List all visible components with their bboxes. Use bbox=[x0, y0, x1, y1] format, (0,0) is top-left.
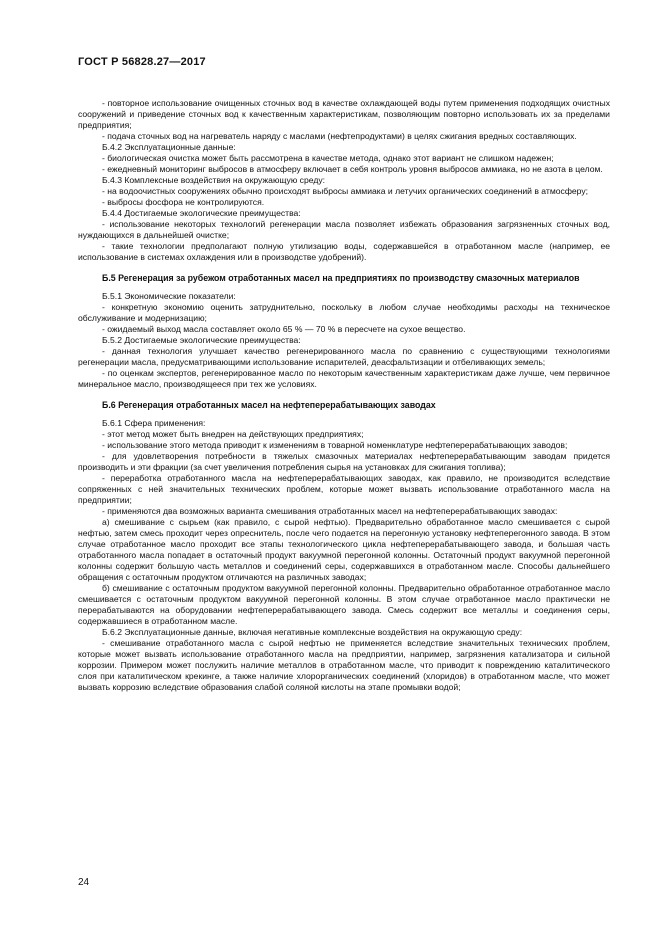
paragraph: - данная технология улучшает качество регенерированного масла по сравнению с существующими технологиями регенерации масла, предусматривающими использование испарителей, деасфальтизации и отбеливающих земель; bbox=[78, 346, 610, 367]
page-number: 24 bbox=[78, 877, 90, 888]
paragraph: - конкретную экономию оценить затруднительно, поскольку в любом случае необходимы расходы на техническое обслуживание и модернизацию; bbox=[78, 302, 610, 323]
paragraph: - переработка отработанного масла на нефтеперерабатывающих заводах, как правило, не производится вследствие сопряженных с ней значительных технических проблем, которые может вызвать использование отработанного масла на предприятии; bbox=[78, 473, 610, 505]
paragraph: - этот метод может быть внедрен на действующих предприятиях; bbox=[102, 429, 364, 439]
paragraph: б) смешивание с остаточным продуктом вакуумной перегонной колонны. Предварительно обработанное отработанное масло смешивается с остаточным продуктом вакуумной перегонной колонны. В этом случае отработанное масло практически не перерабатываются на оборудовании нефтеперерабатывающего завода. Смесь содержит все металлы и соединения серы, содержавшиеся в отработанном масле. bbox=[78, 583, 610, 626]
paragraph: - повторное использование очищенных сточных вод в качестве охлаждающей воды путем применения подходящих очистных сооружений и приведение сточных вод к качественным характеристикам, позволяющим повторно использовать их за пределами предприятия; bbox=[78, 98, 610, 130]
paragraph: а) смешивание с сырьем (как правило, с сырой нефтью). Предварительно обработанное масло смешивается с сырой нефтью, затем смесь проходит через опреснитель, после чего подается на перегонную установку нефтеперегонного завода. В этом случае отработанное масло проходит все этапы технологического цикла нефтеперерабатывающего завода, и большая часть отработанного масла попадает в остаточный продукт вакуумной перегонной колонны. Остаточный продукт вакуумной перегонной колонны содержит большую часть металлов и соединений серы, содержавшихся в отработанном масле. Способы дальнейшего обращения с остаточным продуктом отличаются на различных заводах; bbox=[78, 517, 610, 582]
paragraph: - ожидаемый выход масла составляет около 65 % — 70 % в пересчете на сухое вещество. bbox=[102, 324, 466, 334]
paragraph: Б.6.1 Сфера применения: bbox=[102, 418, 206, 428]
paragraph: - для удовлетворения потребности в тяжелых смазочных материалах нефтеперерабатывающим заводам придется производить и эти фракции (за счет увеличения потребления сырья на установках для сжигания топлива); bbox=[78, 451, 610, 472]
paragraph: Б.4.2 Эксплуатационные данные: bbox=[102, 142, 236, 152]
paragraph: - применяются два возможных варианта смешивания отработанных масел на нефтеперерабатывающих заводах: bbox=[102, 506, 558, 516]
paragraph: - ежедневный мониторинг выбросов в атмосферу включает в себя контроль уровня выбросов аммиака, но не азота в целом. bbox=[102, 164, 603, 174]
paragraph: - подача сточных вод на нагреватель наряду с маслами (нефтепродуктами) в целях сжигания вредных составляющих. bbox=[102, 131, 577, 141]
section-heading: Б.5 Регенерация за рубежом отработанных масел на предприятиях по производству смазочных материалов bbox=[102, 273, 580, 283]
paragraph: Б.4.3 Комплексные воздействия на окружающую среду: bbox=[102, 175, 326, 185]
paragraph: Б.5.1 Экономические показатели: bbox=[102, 291, 236, 301]
paragraph: - биологическая очистка может быть рассмотрена в качестве метода, однако этот вариант не слишком надежен; bbox=[102, 153, 554, 163]
paragraph: - на водоочистных сооружениях обычно происходят выбросы аммиака и летучих органических соединений в атмосферу; bbox=[102, 186, 589, 196]
paragraph: Б.5.2 Достигаемые экологические преимущества: bbox=[102, 335, 301, 345]
paragraph: - использование этого метода приводит к изменениям в товарной номенклатуре нефтеперерабатывающих заводов; bbox=[102, 440, 568, 450]
paragraph: - смешивание отработанного масла с сырой нефтью не применяется вследствие значительных технических проблем, которые может вызвать использование отработанного масла на предприятии, например, загрязнения катализатора и сильной коррозии. Примером может послужить наличие металлов в отработанном масле, что приводит к повреждению каталитического слоя при каталитическом крекинге, а также наличие хлорорганических соединений (хлоридов) в отработанном масле, что может вызвать коррозию вследствие образования слабой соляной кислоты на этапе промывки водой; bbox=[78, 638, 610, 692]
paragraph: Б.6.2 Эксплуатационные данные, включая негативные комплексные воздействия на окружающую среду: bbox=[102, 627, 523, 637]
document-body bbox=[78, 98, 610, 693]
paragraph: - по оценкам экспертов, регенерированное масло по некоторым качественным характеристикам даже лучше, чем первичное минеральное масло, производящееся при тех же условиях. bbox=[78, 368, 610, 389]
section-heading: Б.6 Регенерация отработанных масел на нефтеперерабатывающих заводах bbox=[102, 400, 436, 410]
standard-header: ГОСТ Р 56828.27—2017 bbox=[78, 56, 206, 68]
paragraph: - такие технологии предполагают полную утилизацию воды, содержавшейся в отработанном масле (например, ее использование в системах охлаждения или в производстве удобрений). bbox=[78, 241, 610, 262]
paragraph: Б.4.4 Достигаемые экологические преимущества: bbox=[102, 208, 301, 218]
paragraph: - выбросы фосфора не контролируются. bbox=[102, 197, 265, 207]
paragraph: - использование некоторых технологий регенерации масла позволяет избежать образования загрязненных сточных вод, нуждающихся в дальнейшей очистке; bbox=[78, 219, 610, 240]
